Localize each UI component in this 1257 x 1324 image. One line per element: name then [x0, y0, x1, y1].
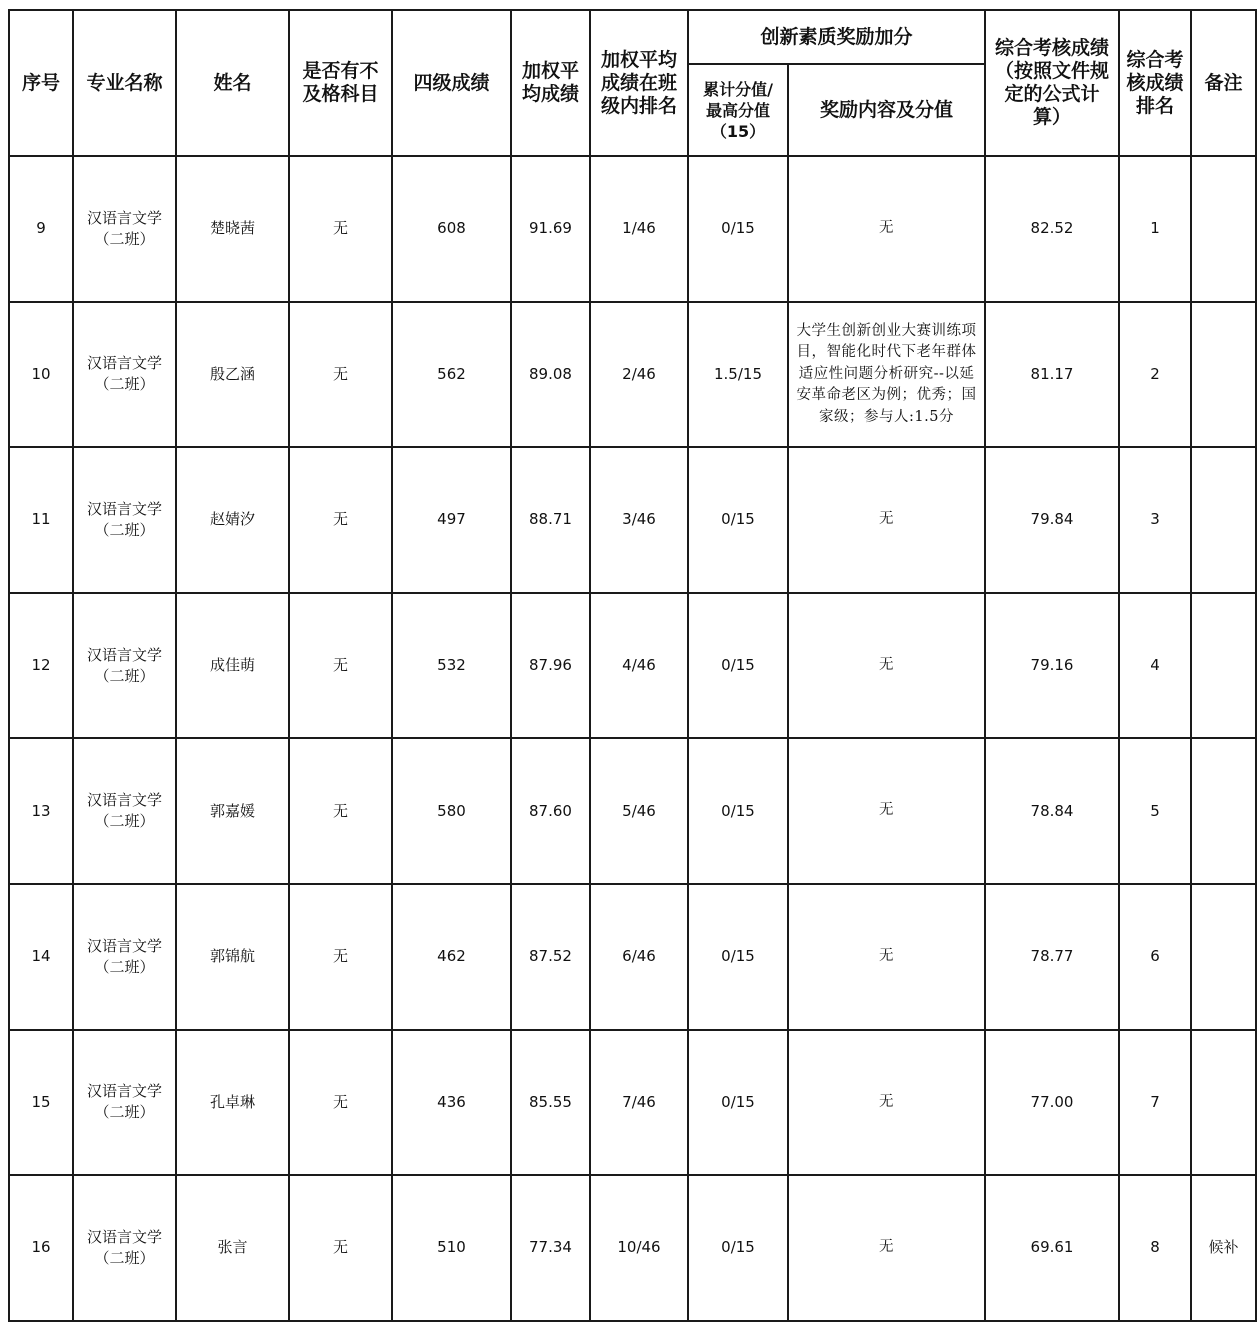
cell-gpa: 88.71	[511, 447, 590, 593]
cell-major: 汉语言文学 （二班）	[73, 1030, 176, 1176]
cell-gpa-rank: 2/46	[590, 302, 688, 448]
header-remark: 备注	[1191, 10, 1256, 156]
cell-composite-rank: 1	[1119, 156, 1191, 302]
header-composite: 综合考核成绩 （按照文件规 定的公式计 算）	[985, 10, 1119, 156]
cell-gpa-rank: 5/46	[590, 738, 688, 884]
cell-composite: 79.16	[985, 593, 1119, 739]
cell-seq: 12	[9, 593, 73, 739]
cell-innovation-score: 0/15	[688, 1030, 788, 1176]
cell-major: 汉语言文学 （二班）	[73, 447, 176, 593]
cell-seq: 9	[9, 156, 73, 302]
cell-failed: 无	[289, 302, 392, 448]
cell-composite-rank: 6	[1119, 884, 1191, 1030]
cell-cet4: 562	[392, 302, 511, 448]
cell-failed: 无	[289, 1175, 392, 1321]
cell-failed: 无	[289, 593, 392, 739]
cell-innovation-score: 0/15	[688, 447, 788, 593]
table-row	[9, 593, 1256, 739]
cell-gpa-rank: 10/46	[590, 1175, 688, 1321]
cell-composite: 78.84	[985, 738, 1119, 884]
cell-innovation-score: 0/15	[688, 1175, 788, 1321]
cell-innovation-content: 无	[788, 738, 985, 884]
table-row	[9, 738, 1256, 884]
cell-innovation-content: 无	[788, 884, 985, 1030]
cell-failed: 无	[289, 156, 392, 302]
cell-remark	[1191, 302, 1256, 448]
cell-major: 汉语言文学 （二班）	[73, 302, 176, 448]
header-composite-rank: 综合考 核成绩 排名	[1119, 10, 1191, 156]
cell-gpa-rank: 7/46	[590, 1030, 688, 1176]
header-cet4: 四级成绩	[392, 10, 511, 156]
cell-cet4: 510	[392, 1175, 511, 1321]
cell-composite: 81.17	[985, 302, 1119, 448]
cell-gpa: 87.60	[511, 738, 590, 884]
table-row	[9, 884, 1256, 1030]
table-row	[9, 1175, 1256, 1321]
cell-innovation-content: 大学生创新创业大赛训练项目，智能化时代下老年群体适应性问题分析研究--以延安革命老区为例；优秀；国家级；参与人:1.5分	[788, 302, 985, 448]
cell-composite: 82.52	[985, 156, 1119, 302]
header-innovation-content: 奖励内容及分值	[788, 64, 985, 156]
cell-innovation-score: 1.5/15	[688, 302, 788, 448]
cell-seq: 15	[9, 1030, 73, 1176]
header-name: 姓名	[176, 10, 289, 156]
cell-seq: 10	[9, 302, 73, 448]
cell-composite-rank: 5	[1119, 738, 1191, 884]
cell-cet4: 462	[392, 884, 511, 1030]
cell-composite-rank: 4	[1119, 593, 1191, 739]
cell-failed: 无	[289, 884, 392, 1030]
cell-composite-rank: 7	[1119, 1030, 1191, 1176]
cell-innovation-content: 无	[788, 156, 985, 302]
cell-innovation-content: 无	[788, 1175, 985, 1321]
cell-remark	[1191, 156, 1256, 302]
header-gpa: 加权平 均成绩	[511, 10, 590, 156]
cell-remark	[1191, 593, 1256, 739]
cell-gpa: 87.96	[511, 593, 590, 739]
cell-major: 汉语言文学 （二班）	[73, 1175, 176, 1321]
cell-name: 郭锦航	[176, 884, 289, 1030]
header-innovation-group: 创新素质奖励加分	[688, 10, 985, 64]
cell-gpa: 77.34	[511, 1175, 590, 1321]
cell-name: 成佳萌	[176, 593, 289, 739]
ranking-table	[8, 9, 1257, 1322]
cell-gpa: 87.52	[511, 884, 590, 1030]
cell-cet4: 436	[392, 1030, 511, 1176]
cell-remark	[1191, 1030, 1256, 1176]
cell-composite-rank: 2	[1119, 302, 1191, 448]
cell-name: 赵婧汐	[176, 447, 289, 593]
cell-name: 楚晓茜	[176, 156, 289, 302]
cell-innovation-score: 0/15	[688, 884, 788, 1030]
cell-composite: 69.61	[985, 1175, 1119, 1321]
cell-gpa-rank: 4/46	[590, 593, 688, 739]
cell-cet4: 608	[392, 156, 511, 302]
cell-innovation-score: 0/15	[688, 593, 788, 739]
cell-remark: 候补	[1191, 1175, 1256, 1321]
header-gpa-rank: 加权平均 成绩在班 级内排名	[590, 10, 688, 156]
header-seq: 序号	[9, 10, 73, 156]
table-body	[9, 156, 1256, 1321]
cell-innovation-score: 0/15	[688, 156, 788, 302]
cell-major: 汉语言文学 （二班）	[73, 156, 176, 302]
cell-innovation-content: 无	[788, 447, 985, 593]
cell-seq: 13	[9, 738, 73, 884]
table-row	[9, 302, 1256, 448]
cell-gpa: 85.55	[511, 1030, 590, 1176]
table-row	[9, 1030, 1256, 1176]
cell-name: 张言	[176, 1175, 289, 1321]
cell-cet4: 532	[392, 593, 511, 739]
table-header	[9, 10, 1256, 156]
cell-gpa-rank: 6/46	[590, 884, 688, 1030]
cell-composite: 77.00	[985, 1030, 1119, 1176]
header-failed: 是否有不 及格科目	[289, 10, 392, 156]
cell-seq: 11	[9, 447, 73, 593]
cell-seq: 14	[9, 884, 73, 1030]
cell-seq: 16	[9, 1175, 73, 1321]
cell-major: 汉语言文学 （二班）	[73, 738, 176, 884]
cell-cet4: 497	[392, 447, 511, 593]
cell-gpa-rank: 3/46	[590, 447, 688, 593]
cell-failed: 无	[289, 1030, 392, 1176]
cell-name: 孔卓琳	[176, 1030, 289, 1176]
cell-name: 殷乙涵	[176, 302, 289, 448]
cell-major: 汉语言文学 （二班）	[73, 884, 176, 1030]
cell-composite: 78.77	[985, 884, 1119, 1030]
cell-composite-rank: 3	[1119, 447, 1191, 593]
cell-cet4: 580	[392, 738, 511, 884]
table-row	[9, 447, 1256, 593]
table-row	[9, 156, 1256, 302]
cell-innovation-content: 无	[788, 593, 985, 739]
cell-major: 汉语言文学 （二班）	[73, 593, 176, 739]
cell-name: 郭嘉媛	[176, 738, 289, 884]
cell-innovation-score: 0/15	[688, 738, 788, 884]
cell-innovation-content: 无	[788, 1030, 985, 1176]
cell-gpa: 91.69	[511, 156, 590, 302]
header-innovation-score: 累计分值/ 最高分值 （15）	[688, 64, 788, 156]
cell-remark	[1191, 738, 1256, 884]
cell-remark	[1191, 884, 1256, 1030]
cell-composite: 79.84	[985, 447, 1119, 593]
header-major: 专业名称	[73, 10, 176, 156]
cell-gpa-rank: 1/46	[590, 156, 688, 302]
cell-composite-rank: 8	[1119, 1175, 1191, 1321]
cell-remark	[1191, 447, 1256, 593]
cell-failed: 无	[289, 447, 392, 593]
cell-failed: 无	[289, 738, 392, 884]
cell-gpa: 89.08	[511, 302, 590, 448]
